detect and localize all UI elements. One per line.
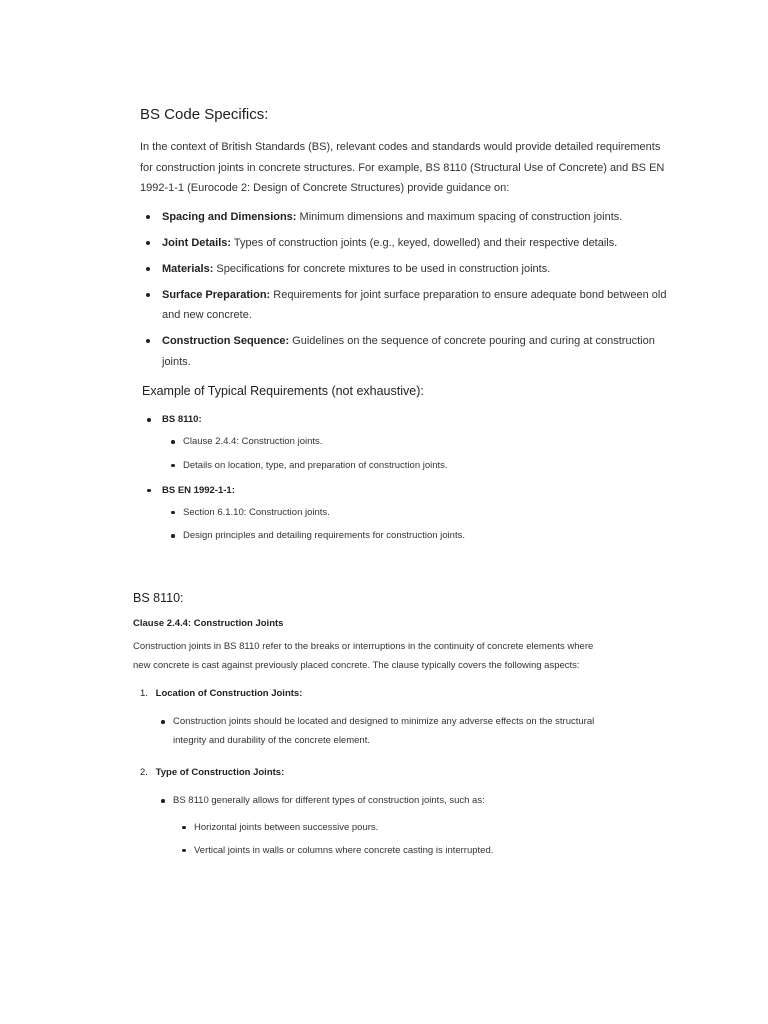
aspect-item-location <box>133 685 613 750</box>
standard-sub-list <box>162 433 670 475</box>
aspect-bullet-list <box>133 792 613 860</box>
guidance-item-construction-sequence <box>140 331 670 372</box>
standards-list <box>140 411 670 545</box>
section-heading-typical-requirements: Example of Typical Requirements (not exhaustive): <box>142 384 424 398</box>
standard-sub-item: Section 6.1.10: Construction joints. <box>162 504 670 522</box>
joint-types-list <box>173 819 613 860</box>
guidance-item-text: Types of construction joints (e.g., keyed, dowelled) and their respective details. <box>231 236 618 249</box>
standard-sub-item: Design principles and detailing requirements for construction joints. <box>162 527 670 545</box>
aspect-number: 1. <box>140 688 148 699</box>
guidance-item-joint-details <box>140 233 670 254</box>
guidance-item-text: Minimum dimensions and maximum spacing of construction joints. <box>296 210 623 223</box>
intro-paragraph: In the context of British Standards (BS), relevant codes and standards would provide detailed requirements for construction joints in concrete structures. For example, BS 8110 (Structural Use of Concrete) and BS EN 1992-1-1 (Eurocode 2: Design of Concrete Structures) provide guidance on: <box>140 141 665 194</box>
standard-item-bs-8110 <box>140 411 670 475</box>
guidance-item-text: Guidelines on the sequence of concrete pouring and curing at construction joints. <box>162 335 655 368</box>
guidance-item-label: Surface Preparation: <box>162 288 271 301</box>
guidance-item-surface-preparation <box>140 285 670 326</box>
clause-title: Clause 2.4.4: Construction Joints <box>133 618 284 629</box>
aspect-bullet-list <box>133 713 613 750</box>
joint-type-item: Vertical joints in walls or columns where concrete casting is interrupted. <box>173 842 613 860</box>
guidance-item-label: Materials: <box>162 262 214 275</box>
aspect-bullet <box>133 792 613 860</box>
aspect-title: Type of Construction Joints: <box>155 767 285 778</box>
aspect-number: 2. <box>140 767 148 778</box>
bs-code-specifics-section <box>140 104 670 552</box>
guidance-item-text: Requirements for joint surface preparation to ensure adequate bond between old and new concrete. <box>162 288 667 321</box>
standard-sub-item: Clause 2.4.4: Construction joints. <box>162 433 670 451</box>
aspect-bullet-text: BS 8110 generally allows for different types of construction joints, such as: <box>173 795 485 806</box>
guidance-list <box>140 207 670 373</box>
standard-title: BS 8110: <box>162 414 202 425</box>
aspect-item-type <box>133 764 613 860</box>
standard-sub-item: Details on location, type, and preparation of construction joints. <box>162 457 670 475</box>
guidance-item-spacing <box>140 207 670 228</box>
guidance-item-label: Spacing and Dimensions: <box>162 210 297 223</box>
clause-paragraph: Construction joints in BS 8110 refer to the breaks or interruptions in the continuity of concrete elements where new concrete is cast against previously placed concrete. The clause typically covers the following aspects: <box>133 641 594 671</box>
guidance-item-text: Specifications for concrete mixtures to be used in construction joints. <box>213 262 551 275</box>
guidance-item-label: Joint Details: <box>162 236 232 249</box>
section-heading-bs-8110: BS 8110: <box>133 591 184 605</box>
joint-type-item: Horizontal joints between successive pours. <box>173 819 613 837</box>
standard-sub-list <box>162 504 670 546</box>
section-heading-bs-code-specifics: BS Code Specifics: <box>140 106 269 123</box>
bs-8110-section <box>133 588 613 868</box>
standard-title: BS EN 1992-1-1: <box>162 484 235 496</box>
standard-item-bs-en-1992 <box>140 482 670 546</box>
aspects-numbered-list <box>133 685 613 860</box>
aspect-bullet: Construction joints should be located and designed to minimize any adverse effects on the structural integrity and durability of the concrete element. <box>133 713 613 750</box>
guidance-item-label: Construction Sequence: <box>162 335 290 347</box>
guidance-item-materials <box>140 259 670 280</box>
aspect-title: Location of Construction Joints: <box>155 688 303 699</box>
